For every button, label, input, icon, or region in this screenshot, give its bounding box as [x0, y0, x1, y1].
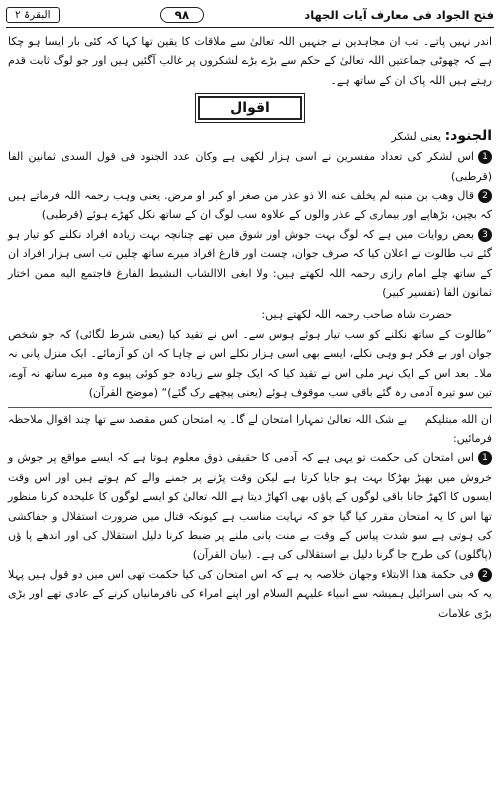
verse-arabic: ان الله مبتليكم	[424, 412, 493, 426]
page-header	[6, 3, 494, 28]
number-badge: 3	[478, 228, 492, 242]
shah-intro: حضرت شاہ صاحب رحمہ اللہ لکھتے ہیں:	[261, 308, 452, 322]
section-title: اقوال	[198, 96, 302, 120]
list-item	[8, 225, 492, 303]
number-badge: 1	[478, 150, 492, 164]
number-badge: 2	[478, 568, 492, 582]
verse-translation: بے شک اللہ تعالیٰ تمہارا امتحان لے گا۔ یہ امتحان کس مقصد سے تھا چند اقوال ملاحظہ فرمائیں:	[8, 412, 492, 445]
shah-quote: ”طالوت کے ساتھ نکلنے کو سب تیار ہوئے ہوس سے۔ اس نے تقید کیا (یعنی شرط لگائی) کہ جو شخص جوان اور بے فکر ہو وہی نکلے، ایسے بھی اسی ہزار نکلے اس نے چاہا کہ ان کو آزمائے۔ ایک منزل پانی نہ ملا۔ بعد اس کے ایک نہر ملی اس نے تقید کیا کہ ایک چلو سے زیادہ جو کوئی پیوے وہ میرے ساتھ نہ آوے، تین سو تیرہ آدمی رہ گئے باقی سب موقوف ہوئے (یعنی پیچھے رک گئے)“ (موضح القرآن)	[8, 327, 492, 400]
list-item	[8, 448, 492, 564]
item-text: اس لشکر کی تعداد مفسرین نے اسی ہزار لکھی ہے وكان عدد الجنود فى قول السدى ثمانين الفا (قرطبی)	[8, 150, 492, 183]
list-item	[8, 565, 492, 623]
surah-label: البقرۃ ۲	[6, 7, 60, 23]
term-heading	[8, 126, 492, 147]
page-number: ۹۸	[160, 7, 205, 23]
section-box	[8, 96, 492, 120]
number-badge: 1	[478, 451, 492, 465]
verse-line	[8, 407, 492, 449]
term-meaning: یعنی لشکر	[391, 130, 442, 144]
book-title: فتح الجواد فى معارف آيات الجهاد	[304, 8, 494, 22]
intro-paragraph: اندر نہیں پاتے۔ تب ان مجاہدین نے جنہیں اللہ تعالیٰ سے ملاقات کا یقین تھا کہا کہ کئی بار ایسا ہو چکا ہے کہ چھوٹی جماعتیں اللہ تعالیٰ کے حکم سے بڑے بڑے لشکروں پر غالب آگئیں ہیں اور جو لوگ ثابت قدم رہتے ہیں اللہ پاک ان کے ساتھ ہے۔	[8, 35, 492, 87]
point-text: اس امتحان کی حکمت تو یہی ہے کہ آدمی کا حقیقی ذوق معلوم ہوتا ہے کہ ایسے مواقع پر جوش و خروش میں بھیڑ بھڑکا بہت ہو جایا کرتا ہے لیکن وقت پڑنے پر جمنے والے کم ہوتے ہیں اور اس وقت ایسوں کا اکھڑ جانا باقی لوگوں کے پاؤں بھی اکھاڑ دیتا ہے اللہ تعالیٰ کو ایسے لوگوں کا علیحدہ کرنا منظور تھا اس کا یہ امتحان مقرر کیا گیا جو کہ نہایت مناسب ہے کیونکہ قتال میں ضرورت استقلال و جفاکشی کی ہوتی ہے سو شدت پیاس کے وقت بے منت پانی ملنے پر ضبط کرنا دلیل استقلال کی اور اندھے پا ؤں (پاگلوں) کی طرح جا گرنا دلیل بے استقلالی کی ہے۔ (بیان القرآن)	[8, 451, 492, 562]
item-text: بعض روایات میں ہے کہ لوگ بہت جوش اور شوق میں تھے چنانچہ بہت زیادہ افراد نکلنے کو تیار ہو گئے تب طالوت نے اعلان کیا کہ صرف جوان، چست اور فارغ افراد میرے ساتھ چلیں تب اسی ہزار افراد ان کے ساتھ چلے امام رازی رحمہ اللہ لکھتے ہیں: ولا ابغى الاالشاب النشيط الفارغ فاجتمع اليه ممن اختار ثمانون الفا (تفسیر کبیر)	[8, 227, 492, 300]
page-content	[8, 30, 492, 780]
item-text: قال وهب بن منبه لم يخلف عنه الا ذو عذر من صغر او كبر او مرض. یعنی وہب رحمہ اللہ فرماتے ہیں کہ بچپن، بڑھاپے اور بیماری کے عذر والوں کے علاوہ سب لوگ ان کے ساتھ نکل کھڑے ہوئے (قرطبی)	[8, 189, 492, 222]
list-item	[8, 147, 492, 186]
term-word: الجنود:	[444, 128, 492, 145]
point-text: فى حكمة هذا الابتلاء وجهان خلاصہ یہ ہے کہ اس امتحان کی کیا حکمت تھی اس میں دو قول ہیں پہلا یہ کہ بنی اسرائیل ہمیشہ سے انبیاء علیہم السلام اور اپنے امراء کی نافرمانیاں کرنے کے عادی تھے اور بڑی بڑی علامات	[8, 567, 492, 620]
number-badge: 2	[478, 189, 492, 203]
list-item	[8, 186, 492, 225]
